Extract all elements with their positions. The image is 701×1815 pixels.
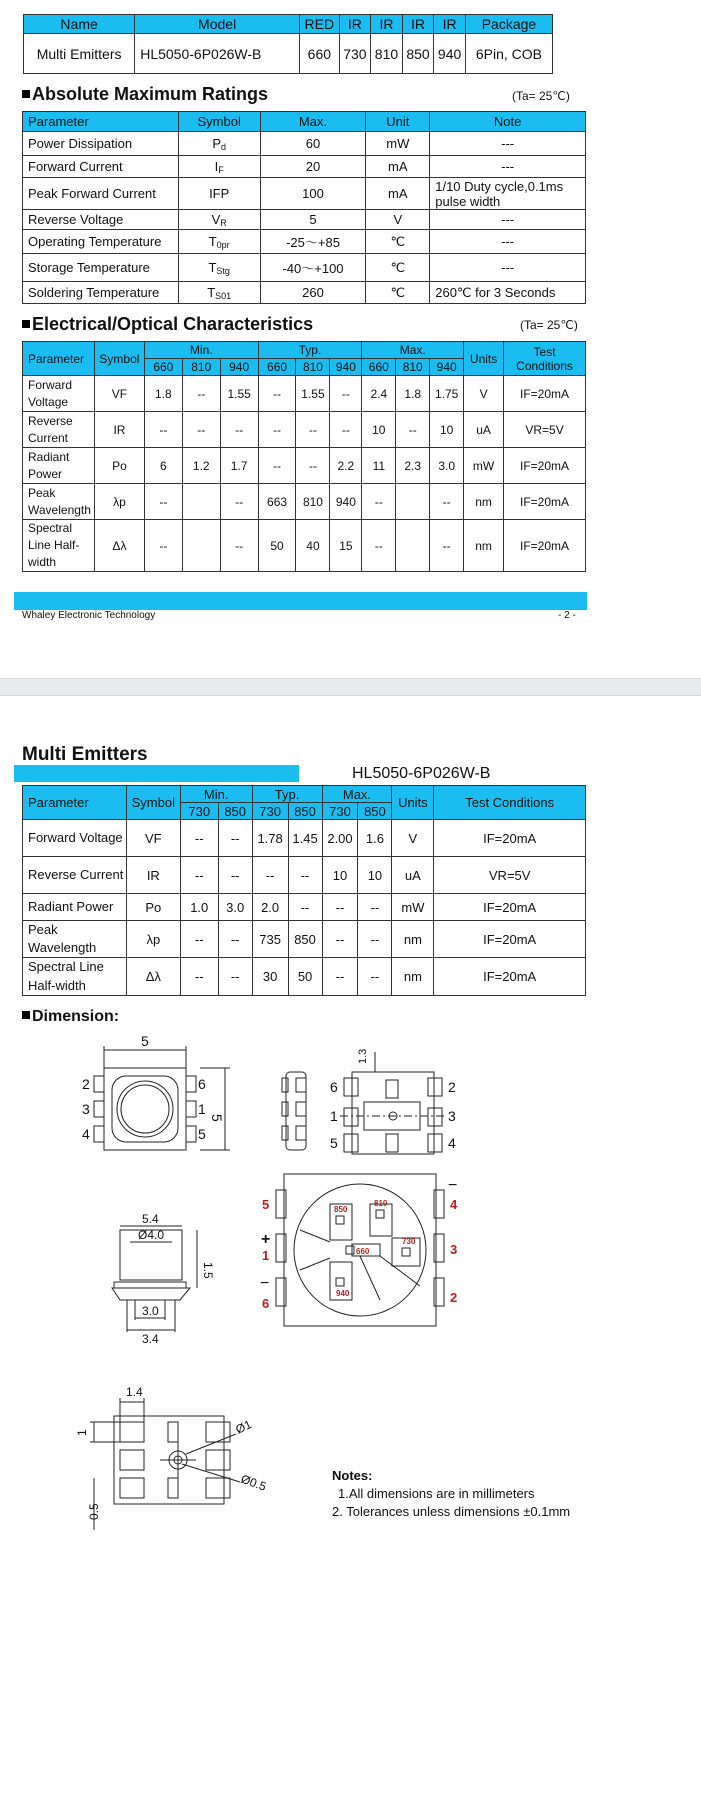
side-top-label: 5.4	[142, 1212, 159, 1226]
amr-header-cell: Symbol	[178, 112, 260, 132]
eoc-value: --	[358, 958, 392, 995]
amr-symbol-main: T	[207, 284, 216, 300]
bottom-pin-r2: 4	[448, 1135, 456, 1151]
model-header-cell: RED	[300, 15, 340, 34]
eoc-test: IF=20mA	[504, 520, 586, 572]
amr-header-row	[23, 112, 586, 132]
eoc-value: --	[258, 412, 296, 448]
amr-symbol-sub: Stg	[216, 265, 230, 276]
eoc-value: --	[220, 484, 258, 520]
table-row	[23, 376, 586, 412]
eoc1-table	[22, 341, 586, 572]
model-header-cell: Name	[24, 15, 135, 34]
die-plus: +	[261, 1231, 271, 1248]
eoc-value: --	[322, 894, 358, 921]
eoc-value: 810	[296, 484, 330, 520]
eoc-value: --	[258, 376, 296, 412]
eoc-test: IF=20mA	[434, 894, 586, 921]
amr-param: Operating Temperature	[23, 230, 179, 254]
side-base-label: 3.4	[142, 1332, 159, 1346]
amr-max: -40～+100	[260, 254, 366, 282]
eoc-wavelength-cell: 660	[144, 359, 182, 376]
eoc-value: --	[396, 412, 430, 448]
pad-h-label: 1	[75, 1429, 89, 1436]
eoc-value: --	[220, 412, 258, 448]
amr-symbol	[178, 156, 260, 178]
eoc-value: --	[180, 921, 218, 958]
eoc-value: 940	[330, 484, 362, 520]
eoc-wavelength-cell: 940	[330, 359, 362, 376]
eoc-value	[396, 484, 430, 520]
side-lens-label: Ø4.0	[138, 1228, 165, 1242]
model-cell: 940	[434, 34, 466, 74]
model-data-row	[24, 34, 553, 74]
eoc-unit: nm	[464, 520, 504, 572]
eoc-value: --	[180, 958, 218, 995]
amr-symbol-main: T	[208, 233, 217, 249]
eoc-test: IF=20mA	[434, 921, 586, 958]
eoc-value: 40	[296, 520, 330, 572]
table-row	[23, 820, 586, 857]
eoc-wavelength-cell: 810	[296, 359, 330, 376]
table-row	[23, 230, 586, 254]
model-header-cell: Model	[135, 15, 300, 34]
eoc-value: --	[144, 520, 182, 572]
eoc-header-min: Min.	[180, 786, 252, 803]
amr-symbol-sub: d	[221, 141, 227, 152]
eoc-value: --	[220, 520, 258, 572]
model-header-cell: Package	[465, 15, 552, 34]
eoc-value: 10	[430, 412, 464, 448]
model-cell: 850	[402, 34, 434, 74]
eoc-wavelength-cell: 940	[220, 359, 258, 376]
eoc-symbol: Po	[94, 448, 144, 484]
eoc-header-typ: Typ.	[252, 786, 322, 803]
page3-title: Multi Emitters	[22, 744, 148, 765]
eoc-value: 2.3	[396, 448, 430, 484]
table-row	[23, 412, 586, 448]
model-header-cell: IR	[371, 15, 403, 34]
eoc-value: --	[322, 921, 358, 958]
top-pin-l2: 4	[82, 1126, 90, 1142]
amr-symbol	[178, 282, 260, 304]
table-row	[23, 484, 586, 520]
amr-header-cell: Unit	[366, 112, 430, 132]
model-header-cell: IR	[339, 15, 371, 34]
table-row	[23, 448, 586, 484]
amr-param: Power Dissipation	[23, 132, 179, 156]
eoc-param: Forward Voltage	[23, 820, 127, 857]
eoc-wavelength-cell: 850	[218, 803, 252, 820]
top-width-label: 5	[141, 1033, 149, 1049]
table-row	[23, 958, 586, 995]
eoc-value: 2.0	[252, 894, 288, 921]
eoc-value: 3.0	[218, 894, 252, 921]
eoc-header-typ: Typ.	[258, 342, 362, 359]
eoc-unit: nm	[464, 484, 504, 520]
die-pin-l2: 6	[262, 1296, 270, 1311]
amr-unit: ℃	[366, 282, 430, 304]
eoc-value	[182, 520, 220, 572]
amr-table	[22, 111, 586, 304]
amr-symbol	[178, 132, 260, 156]
amr-symbol-main: I	[214, 158, 219, 174]
eoc-value: 15	[330, 520, 362, 572]
amr-note: ---	[430, 132, 586, 156]
eoc-value: 735	[252, 921, 288, 958]
table-row	[23, 156, 586, 178]
eoc-value: 10	[322, 857, 358, 894]
amr-symbol-sub: 0pr	[216, 239, 230, 250]
amr-symbol	[178, 230, 260, 254]
eoc-symbol: λp	[126, 921, 180, 958]
die-730-label: 730	[402, 1237, 416, 1246]
amr-symbol-main: V	[211, 211, 221, 227]
eoc-value: 6	[144, 448, 182, 484]
model-cell: 810	[371, 34, 403, 74]
eoc-wavelength-cell: 730	[252, 803, 288, 820]
eoc-value: 1.0	[180, 894, 218, 921]
eoc-value: --	[180, 820, 218, 857]
die-660-label: 660	[356, 1247, 370, 1256]
amr-header-cell: Max.	[260, 112, 366, 132]
die-940-label: 940	[336, 1289, 350, 1298]
eoc-symbol: VF	[126, 820, 180, 857]
eoc-value: 1.78	[252, 820, 288, 857]
eoc-param: Radiant Power	[23, 894, 127, 921]
eoc-value: --	[296, 448, 330, 484]
eoc-value: 1.55	[220, 376, 258, 412]
table-row	[23, 132, 586, 156]
eoc-unit: V	[464, 376, 504, 412]
eoc-value: --	[322, 958, 358, 995]
eoc-header-test: Test Conditions	[504, 342, 586, 376]
eoc-value: --	[258, 448, 296, 484]
pad-gap-label: 0.5	[87, 1503, 101, 1520]
eoc-value: --	[330, 412, 362, 448]
eoc-wavelength-cell: 730	[322, 803, 358, 820]
amr-symbol-sub: S01	[215, 290, 232, 301]
eoc-header-param: Parameter	[23, 786, 127, 820]
eoc-value: --	[362, 484, 396, 520]
amr-symbol-sub: R	[220, 217, 227, 228]
eoc-value: --	[296, 412, 330, 448]
eoc-test: VR=5V	[504, 412, 586, 448]
eoc-header-symbol: Symbol	[94, 342, 144, 376]
amr-max: 100	[260, 178, 366, 210]
amr-note: 260℃ for 3 Seconds	[430, 282, 586, 304]
bottom-view-drawing	[340, 1052, 446, 1154]
eoc-wavelength-cell: 730	[180, 803, 218, 820]
eoc-value: --	[218, 820, 252, 857]
eoc-unit: nm	[392, 921, 434, 958]
amr-param: Reverse Voltage	[23, 210, 179, 230]
table-row	[23, 210, 586, 230]
eoc-value: --	[362, 520, 396, 572]
eoc1-ta: (Ta= 25℃)	[520, 318, 578, 332]
footer-page: - 2 -	[558, 610, 576, 621]
page-separator	[0, 678, 701, 696]
eoc-value: --	[218, 857, 252, 894]
eoc-unit: nm	[392, 958, 434, 995]
eoc-symbol: Po	[126, 894, 180, 921]
eoc-wavelength-cell: 810	[396, 359, 430, 376]
eoc-value: --	[252, 857, 288, 894]
amr-unit: mA	[366, 178, 430, 210]
amr-param: Storage Temperature	[23, 254, 179, 282]
amr-symbol	[178, 254, 260, 282]
eoc-value: 50	[258, 520, 296, 572]
amr-symbol-main: P	[212, 135, 222, 151]
eoc-header-units: Units	[464, 342, 504, 376]
amr-max: 20	[260, 156, 366, 178]
amr-note: 1/10 Duty cycle,0.1ms pulse width	[430, 178, 586, 210]
eoc-param: Peak Wavelength	[23, 921, 127, 958]
side-height-label: 1.5	[201, 1262, 215, 1279]
die-pin-l0: 5	[262, 1197, 270, 1212]
amr-header-cell: Note	[430, 112, 586, 132]
amr-param: Peak Forward Current	[23, 178, 179, 210]
eoc-symbol: IR	[126, 857, 180, 894]
amr-unit: ℃	[366, 230, 430, 254]
eoc-header-min: Min.	[144, 342, 258, 359]
eoc-value: --	[182, 376, 220, 412]
amr-param: Forward Current	[23, 156, 179, 178]
table-row	[23, 921, 586, 958]
eoc-value	[182, 484, 220, 520]
pad-d1-label: Ø1	[233, 1417, 254, 1437]
eoc-value: 1.45	[288, 820, 322, 857]
eoc-param: Spectral Line Half-width	[23, 520, 95, 572]
eoc-param: Radiant Power	[23, 448, 95, 484]
eoc-symbol: IR	[94, 412, 144, 448]
model-header-row	[24, 15, 553, 34]
model-cell: 6Pin, COB	[465, 34, 552, 74]
eoc-value: --	[144, 412, 182, 448]
footer-bar	[14, 592, 587, 610]
footer-company: Whaley Electronic Technology	[22, 610, 156, 621]
pad-w-label: 1.4	[126, 1385, 143, 1399]
die-minus-bottom: −	[260, 1275, 270, 1292]
eoc-value: --	[330, 376, 362, 412]
eoc-value: --	[358, 921, 392, 958]
eoc-wavelength-cell: 940	[430, 359, 464, 376]
amr-note: ---	[430, 254, 586, 282]
model-cell: 660	[300, 34, 340, 74]
eoc-test: IF=20mA	[434, 958, 586, 995]
eoc2-table	[22, 785, 586, 996]
amr-max: 60	[260, 132, 366, 156]
amr-max: 5	[260, 210, 366, 230]
amr-note: ---	[430, 156, 586, 178]
eoc-value: 1.75	[430, 376, 464, 412]
eoc-test: VR=5V	[434, 857, 586, 894]
eoc-value: 2.2	[330, 448, 362, 484]
eoc-value: 1.2	[182, 448, 220, 484]
eoc-unit: uA	[392, 857, 434, 894]
die-pin-r0: 4	[450, 1197, 458, 1212]
eoc-test: IF=20mA	[504, 448, 586, 484]
page3-title-bar	[14, 765, 299, 782]
amr-title: Absolute Maximum Ratings	[22, 84, 268, 105]
eoc-unit: uA	[464, 412, 504, 448]
eoc-value: 10	[358, 857, 392, 894]
eoc-value: 11	[362, 448, 396, 484]
amr-max: 260	[260, 282, 366, 304]
table-row	[23, 178, 586, 210]
eoc-value: --	[180, 857, 218, 894]
eoc-value: --	[430, 520, 464, 572]
eoc-value: 1.7	[220, 448, 258, 484]
amr-note: ---	[430, 210, 586, 230]
eoc-value: 3.0	[430, 448, 464, 484]
model-cell: HL5050-6P026W-B	[135, 34, 300, 74]
eoc-test: IF=20mA	[434, 820, 586, 857]
eoc-test: IF=20mA	[504, 484, 586, 520]
eoc1-title: Electrical/Optical Characteristics	[22, 314, 313, 335]
top-height-label: 5	[209, 1114, 225, 1122]
die-pin-l1: 1	[262, 1248, 270, 1263]
notes-line-1: 1.All dimensions are in millimeters	[338, 1486, 535, 1501]
eoc-value: --	[288, 857, 322, 894]
eoc-header-row	[23, 342, 586, 359]
table-row	[23, 894, 586, 921]
top-pin-r1: 1	[198, 1101, 206, 1117]
table-row	[23, 520, 586, 572]
eoc-header-param: Parameter	[23, 342, 95, 376]
amr-unit: V	[366, 210, 430, 230]
top-view-drawing	[94, 1046, 230, 1150]
eoc-value: 50	[288, 958, 322, 995]
die-pin-r1: 3	[450, 1242, 458, 1257]
amr-ta: (Ta= 25℃)	[512, 89, 570, 103]
eoc-param: Reverse Current	[23, 857, 127, 894]
amr-symbol-main: T	[208, 259, 217, 275]
notes-title: Notes:	[332, 1468, 373, 1483]
eoc-value: 850	[288, 921, 322, 958]
eoc-unit: mW	[464, 448, 504, 484]
top-pin-r2: 5	[198, 1126, 206, 1142]
bottom-pin-l0: 6	[330, 1079, 338, 1095]
eoc-header-max: Max.	[362, 342, 464, 359]
eoc-value: --	[358, 894, 392, 921]
amr-header-cell: Parameter	[23, 112, 179, 132]
side-inner-label: 3.0	[142, 1304, 159, 1318]
amr-unit: ℃	[366, 254, 430, 282]
pad-view-drawing	[90, 1398, 240, 1530]
eoc-wavelength-cell: 660	[258, 359, 296, 376]
eoc-symbol: λp	[94, 484, 144, 520]
die-850-label: 850	[334, 1205, 348, 1214]
pad-d2-label: Ø0.5	[238, 1471, 269, 1494]
eoc-header-row	[23, 786, 586, 803]
eoc-value: 2.00	[322, 820, 358, 857]
eoc-value: --	[182, 412, 220, 448]
model-header-cell: IR	[434, 15, 466, 34]
top-pin-l1: 3	[82, 1101, 90, 1117]
eoc-header-test: Test Conditions	[434, 786, 586, 820]
eoc-value: --	[218, 921, 252, 958]
bottom-pin-r1: 3	[448, 1108, 456, 1124]
page3-model: HL5050-6P026W-B	[352, 765, 491, 782]
eoc-param: Peak Wavelength	[23, 484, 95, 520]
eoc-wavelength-cell: 850	[288, 803, 322, 820]
model-cell: 730	[339, 34, 371, 74]
eoc-value: --	[144, 484, 182, 520]
die-pin-r2: 2	[450, 1290, 458, 1305]
eoc-wavelength-cell: 660	[362, 359, 396, 376]
eoc-value: 30	[252, 958, 288, 995]
eoc-value: --	[430, 484, 464, 520]
table-row	[23, 254, 586, 282]
notes-line-2: 2. Tolerances unless dimensions ±0.1mm	[332, 1504, 571, 1519]
eoc-test: IF=20mA	[504, 376, 586, 412]
top-pin-l0: 2	[82, 1076, 90, 1092]
model-cell: Multi Emitters	[24, 34, 135, 74]
eoc-wavelength-cell: 850	[358, 803, 392, 820]
bottom-pin-r0: 2	[448, 1079, 456, 1095]
eoc-value: --	[288, 894, 322, 921]
amr-note: ---	[430, 230, 586, 254]
eoc-param: Forward Voltage	[23, 376, 95, 412]
amr-max: -25～+85	[260, 230, 366, 254]
eoc-header-max: Max.	[322, 786, 392, 803]
eoc-value: 1.6	[358, 820, 392, 857]
eoc-value: 2.4	[362, 376, 396, 412]
amr-unit: mW	[366, 132, 430, 156]
eoc-param: Reverse Current	[23, 412, 95, 448]
eoc-symbol: VF	[94, 376, 144, 412]
eoc-header-symbol: Symbol	[126, 786, 180, 820]
eoc-symbol: Δλ	[126, 958, 180, 995]
amr-symbol	[178, 178, 260, 210]
side-thin-view-drawing	[282, 1072, 306, 1150]
die-minus-top: −	[448, 1177, 458, 1194]
eoc-value: 1.8	[144, 376, 182, 412]
eoc-value: 1.8	[396, 376, 430, 412]
eoc-value: 10	[362, 412, 396, 448]
amr-symbol	[178, 210, 260, 230]
eoc-value: --	[218, 958, 252, 995]
model-header-cell: IR	[402, 15, 434, 34]
eoc-unit: mW	[392, 894, 434, 921]
bottom-pin-l2: 5	[330, 1135, 338, 1151]
amr-symbol-main: IFP	[209, 185, 230, 201]
amr-unit: mA	[366, 156, 430, 178]
model-table	[23, 14, 553, 74]
die-810-label: 810	[374, 1199, 388, 1208]
eoc-value: 1.55	[296, 376, 330, 412]
eoc-param: Spectral Line Half-width	[23, 958, 127, 995]
amr-symbol-sub: F	[218, 164, 224, 175]
dimension-title: Dimension:	[22, 1008, 119, 1026]
table-row	[23, 282, 586, 304]
amr-param: Soldering Temperature	[23, 282, 179, 304]
table-row	[23, 857, 586, 894]
top-pin-r0: 6	[198, 1076, 206, 1092]
eoc-header-units: Units	[392, 786, 434, 820]
bottom-pin-l1: 1	[330, 1108, 338, 1124]
eoc-symbol: Δλ	[94, 520, 144, 572]
bottom-dim-label: 1.3	[357, 1048, 369, 1064]
eoc-wavelength-cell: 810	[182, 359, 220, 376]
eoc-unit: V	[392, 820, 434, 857]
eoc-value: 663	[258, 484, 296, 520]
eoc-value	[396, 520, 430, 572]
